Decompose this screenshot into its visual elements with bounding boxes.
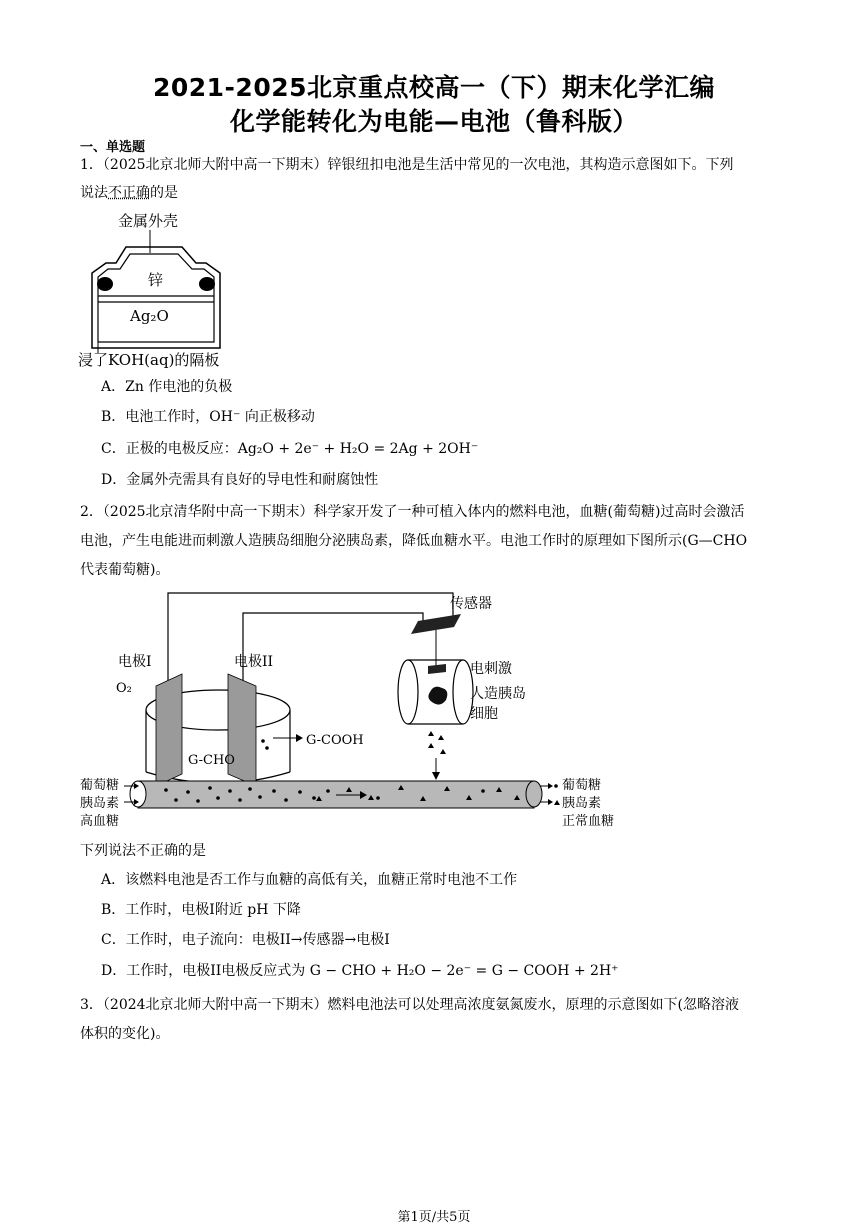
label-electrode-1: 电极I <box>118 654 152 670</box>
button-cell-diagram <box>78 205 318 370</box>
label-islet-cell-line1: 人造胰岛 <box>470 686 526 702</box>
q1-stem-prefix: 说法 <box>80 185 108 201</box>
q1-option-b[interactable]: B．电池工作时，OH⁻ 向正极移动 <box>101 409 315 425</box>
page-footer: 第1页/共5页 <box>397 1210 471 1225</box>
q3-stem-line2: 体积的变化)。 <box>80 1026 170 1042</box>
q1-stem-line1: 1．（2025北京北师大附中高一下期末）锌银纽扣电池是生活中常见的一次电池，其构造示意图如下。下列 <box>80 157 734 173</box>
left-label-insulin: 胰岛素 <box>80 796 120 811</box>
q2-prompt: 下列说法不正确的是 <box>80 843 206 859</box>
q3-stem-line1: 3．（2024北京北师大附中高一下期末）燃料电池法可以处理高浓度氨氮废水，原理的示意图如下(忽略溶液 <box>80 997 739 1013</box>
q1-option-a[interactable]: A．Zn 作电池的负极 <box>101 379 233 395</box>
q2-stem-line3: 代表葡萄糖)。 <box>80 562 170 578</box>
page-title-line1: 2021-2025北京重点校高一（下）期末化学汇编 <box>152 73 716 102</box>
q1-option-d[interactable]: D．金属外壳需具有良好的导电性和耐腐蚀性 <box>101 472 379 488</box>
label-electric-stimulus: 电刺激 <box>470 661 512 677</box>
q2-option-b[interactable]: B．工作时，电极I附近 pH 下降 <box>101 902 301 918</box>
left-label-glucose: 葡萄糖 <box>80 778 120 793</box>
q2-stem-line1: 2．（2025北京清华附中高一下期末）科学家开发了一种可植入体内的燃料电池，血糖(葡萄糖)过高时会激活 <box>80 504 745 520</box>
label-sensor: 传感器 <box>450 596 492 612</box>
label-g-cho: G-CHO <box>188 753 235 768</box>
page-title-line2: 化学能转化为电能—电池（鲁科版） <box>229 107 638 136</box>
q2-option-a[interactable]: A．该燃料电池是否工作与血糖的高低有关，血糖正常时电池不工作 <box>101 872 518 888</box>
label-islet-cell-line2: 细胞 <box>470 706 498 722</box>
q1-stem-suffix: 的是 <box>150 185 178 201</box>
label-electrode-2: 电极II <box>234 654 274 670</box>
right-label-glucose: 葡萄糖 <box>562 778 602 793</box>
q1-stem-line2 <box>80 181 792 206</box>
label-o2: O₂ <box>116 681 132 696</box>
right-label-normal-glucose: 正常血糖 <box>562 814 615 829</box>
label-ag2o: Ag₂O <box>130 307 169 325</box>
q1-option-c[interactable]: C．正极的电极反应：Ag₂O + 2e⁻ + H₂O = 2Ag + 2OH⁻ <box>101 441 479 457</box>
q1-stem-emphasis: 不正确 <box>108 185 150 201</box>
q2-option-c[interactable]: C．工作时，电子流向：电极II→传感器→电极I <box>101 932 390 948</box>
label-g-cooh: G-COOH <box>306 733 364 748</box>
q2-option-d[interactable]: D．工作时，电极II电极反应式为 G − CHO + H₂O − 2e⁻ = G − COOH + 2H⁺ <box>101 963 619 979</box>
fuel-cell-diagram <box>78 588 638 833</box>
label-metal-shell: 金属外壳 <box>118 212 179 230</box>
q2-stem-line2: 电池，产生电能进而刺激人造胰岛细胞分泌胰岛素，降低血糖水平。电池工作时的原理如下图所示(G—CHO <box>80 533 748 549</box>
label-zinc: 锌 <box>148 271 164 289</box>
section-heading: 一、单选题 <box>80 140 146 155</box>
left-label-high-glucose: 高血糖 <box>80 814 120 829</box>
right-label-insulin: 胰岛素 <box>562 796 602 811</box>
label-separator: 浸了KOH(aq)的隔板 <box>78 351 220 369</box>
